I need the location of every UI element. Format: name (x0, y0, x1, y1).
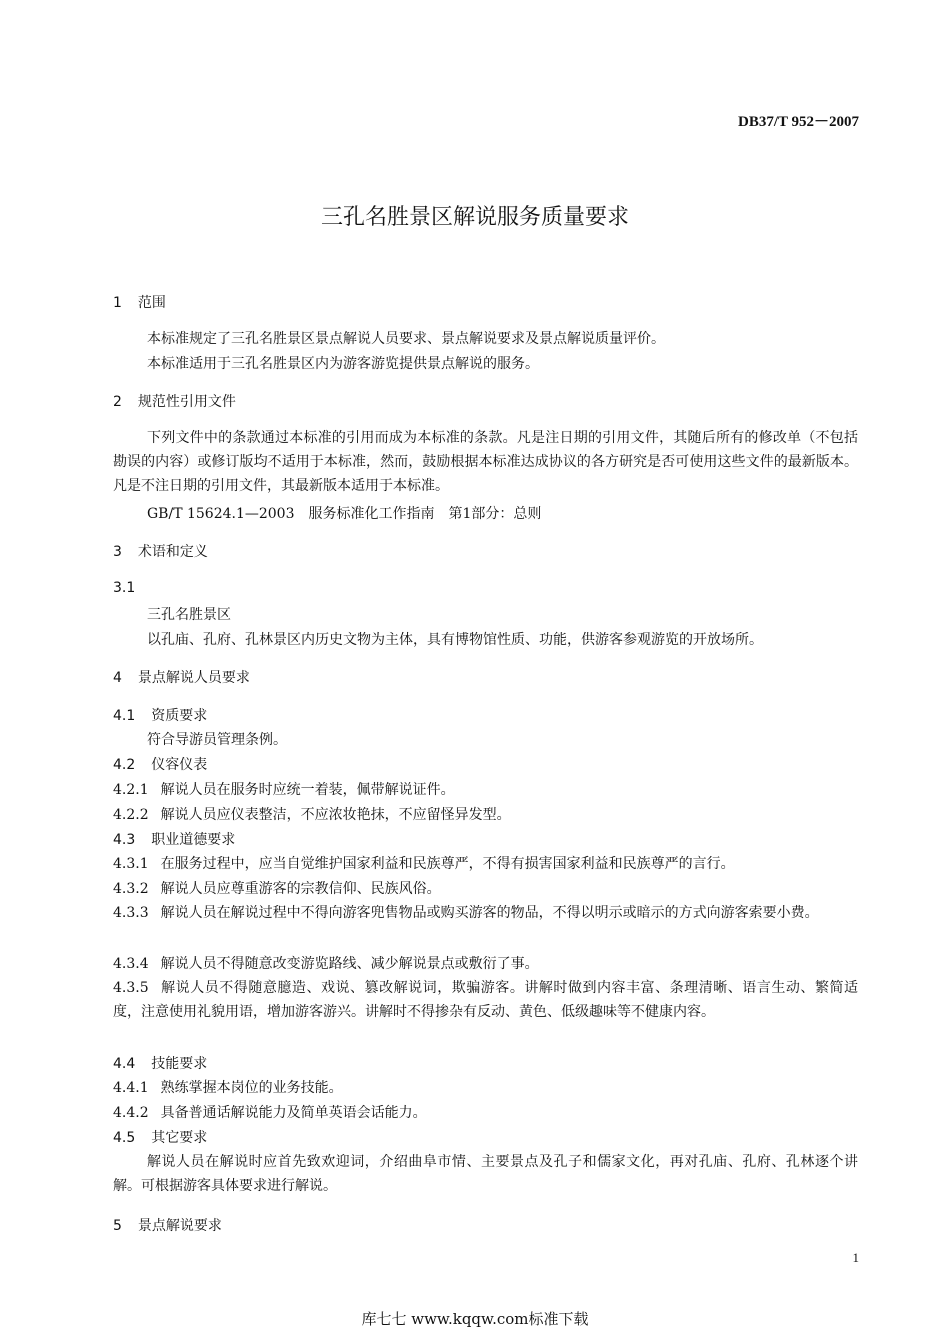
clause-number: 4.4.2 (113, 1105, 149, 1121)
section-title: 范围 (137, 295, 166, 311)
clause-text: 解说人员不得随意改变游览路线、减少解说景点或敷衍了事。 (160, 956, 539, 972)
clause-4-4-2 (113, 1102, 427, 1122)
footer-watermark: 库七七 www.kqqw.com标准下载 (361, 1310, 589, 1328)
section-heading-2 (113, 391, 236, 411)
section-title: 其它要求 (151, 1130, 208, 1146)
clause-4-3-3 (113, 901, 858, 925)
section-title: 技能要求 (151, 1056, 208, 1072)
section-heading-5 (113, 1215, 222, 1235)
clause-4-3-1 (113, 853, 735, 873)
section-number: 4.3 (113, 832, 136, 848)
clause-text: 熟练掌握本岗位的业务技能。 (160, 1080, 343, 1096)
subsection-heading-4-3 (113, 829, 235, 849)
section-title: 术语和定义 (137, 544, 208, 560)
section-title: 资质要求 (151, 708, 208, 724)
section-title: 景点解说要求 (137, 1218, 222, 1234)
clause-number: 3.1 (113, 580, 136, 596)
page-number: 1 (852, 1250, 859, 1265)
section-number: 4.5 (113, 1130, 136, 1146)
section-number: 2 (113, 394, 122, 410)
section-number: 1 (113, 295, 122, 311)
definition: 以孔庙、孔府、孔林景区内历史文物为主体，具有博物馆性质、功能，供游客参观游览的开放场所。 (147, 632, 763, 648)
clause-number: 4.3.5 (113, 980, 149, 996)
paragraph: 本标准规定了三孔名胜景区景点解说人员要求、景点解说要求及景点解说质量评价。 (147, 331, 665, 347)
page-title: 三孔名胜景区解说服务质量要求 (320, 205, 629, 230)
clause-text: 解说人员不得随意臆造、戏说、篡改解说词，欺骗游客。讲解时做到内容丰富、条理清晰、语言生动、繁简适度，注意使用礼貌用语，增加游客游兴。讲解时不得掺杂有反动、黄色、低级趣味等不健康内容。 (113, 980, 858, 1020)
section-title: 规范性引用文件 (137, 394, 236, 410)
clause-text: 在服务过程中，应当自觉维护国家利益和民族尊严，不得有损害国家利益和民族尊严的言行。 (160, 856, 735, 872)
paragraph: 符合导游员管理条例。 (147, 732, 287, 748)
section-number: 4.4 (113, 1056, 136, 1072)
section-title: 职业道德要求 (151, 832, 236, 848)
subsection-heading-4-1 (113, 705, 207, 725)
section-heading-3 (113, 541, 208, 561)
clause-4-2-1 (113, 779, 455, 799)
term: 三孔名胜景区 (147, 607, 231, 623)
section-number: 4.2 (113, 757, 136, 773)
clause-text: 解说人员应仪表整洁，不应浓妆艳抹，不应留怪异发型。 (160, 807, 511, 823)
clause-4-2-2 (113, 804, 511, 824)
section-number: 3 (113, 544, 122, 560)
subsection-heading-4-5 (113, 1127, 207, 1147)
section-number: 4.1 (113, 708, 136, 724)
clause-text: 解说人员应尊重游客的宗教信仰、民族风俗。 (160, 881, 441, 897)
paragraph: 下列文件中的条款通过本标准的引用而成为本标准的条款。凡是注日期的引用文件，其随后所有的修改单（不包括勘误的内容）或修订版均不适用于本标准，然而，鼓励根据本标准达成协议的各方研究是否可使用这些文件的最新版本。凡是不注日期的引用文件，其最新版本适用于本标准。 (113, 430, 858, 494)
section-heading-1 (113, 292, 166, 312)
clause-number: 4.3.3 (113, 905, 149, 921)
section-title: 景点解说人员要求 (137, 670, 250, 686)
paragraph: 解说人员在解说时应首先致欢迎词，介绍曲阜市情、主要景点及孔子和儒家文化，再对孔庙、孔府、孔林逐个讲解。可根据游客具体要求进行解说。 (113, 1154, 858, 1194)
clause-number: 4.2.1 (113, 782, 149, 798)
subsection-heading-4-4 (113, 1053, 207, 1073)
section-title: 仪容仪表 (151, 757, 208, 773)
clause-number: 4.4.1 (113, 1080, 149, 1096)
section-number: 5 (113, 1218, 122, 1234)
reference-entry: GB/T 15624.1—2003 服务标准化工作指南 第1部分：总则 (147, 506, 542, 522)
clause-number: 4.3.4 (113, 956, 149, 972)
clause-4-4-1 (113, 1077, 343, 1097)
clause-text: 具备普通话解说能力及简单英语会话能力。 (160, 1105, 427, 1121)
subsection-heading-4-2 (113, 754, 207, 774)
paragraph: 本标准适用于三孔名胜景区内为游客游览提供景点解说的服务。 (147, 356, 539, 372)
clause-4-3-4 (113, 953, 539, 973)
clause-text: 解说人员在服务时应统一着装，佩带解说证件。 (160, 782, 455, 798)
clause-text: 解说人员在解说过程中不得向游客兜售物品或购买游客的物品，不得以明示或暗示的方式向游客索要小费。 (160, 905, 819, 921)
document-number: DB37/T 952－2007 (738, 114, 859, 130)
section-number: 4 (113, 670, 122, 686)
section-heading-4 (113, 667, 250, 687)
clause-number: 4.2.2 (113, 807, 149, 823)
clause-number: 4.3.1 (113, 856, 149, 872)
clause-4-3-5 (113, 976, 858, 1024)
clause-number: 4.3.2 (113, 881, 149, 897)
clause-4-3-2 (113, 878, 441, 898)
